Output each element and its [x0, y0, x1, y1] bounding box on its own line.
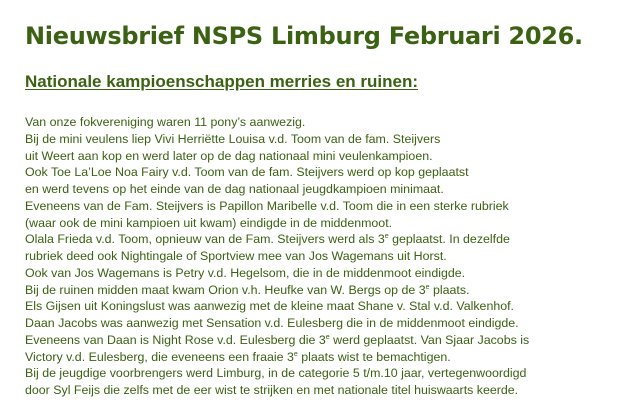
text-line-segment: geplaatst. In dezelfde: [388, 232, 510, 247]
text-line-segment: plaats wist te bemachtigen.: [297, 349, 451, 364]
text-line: [25, 298, 625, 315]
text-line-segment: door Syl Feijs die zelfs met de eer wist te strijken en met nationale titel huiswaarts keerde.: [25, 383, 519, 397]
text-line-segment: rubriek deed ook Nightingale of Sportview mee van Jos Wagemans uit Horst.: [25, 249, 447, 263]
text-line: [25, 114, 625, 131]
text-line: [25, 332, 625, 349]
newsletter-title: Nieuwsbrief NSPS Limburg Februari 2026.: [25, 22, 583, 50]
text-line: [25, 148, 625, 165]
text-line-segment: Eveneens van Daan is Night Rose v.d. Eulesberg die 3: [25, 332, 326, 347]
ordinal-superscript: e: [425, 283, 430, 291]
text-line: [25, 365, 625, 382]
text-line: [25, 315, 625, 332]
text-line: [25, 248, 625, 265]
text-line: [25, 164, 625, 181]
text-line: [25, 215, 625, 232]
text-line-segment: Bij de jeugdige voorbrengers werd Limburg, in de categorie 5 t/m.10 jaar, vertegenwoordigd: [25, 366, 527, 381]
text-line-segment: Daan Jacobs was aanwezig met Sensation v.d. Eulesberg die in de middenmoot eindigde.: [25, 316, 519, 330]
text-line: [25, 181, 625, 198]
text-line-segment: Victory v.d. Eulesberg, die eveneens een fraaie 3: [25, 349, 294, 364]
text-line: [25, 131, 625, 148]
text-line-segment: Van onze fokvereniging waren 11 pony’s aanwezig.: [25, 115, 306, 129]
section-heading: Nationale kampioenschappen merries en ruinen:: [25, 72, 419, 91]
text-line-segment: plaats.: [429, 282, 470, 297]
text-line-segment: Bij de mini veulens liep Vivi Herriëtte Louisa v.d. Toom van de fam. Steijvers: [25, 131, 441, 146]
text-line-segment: Ook Toe La’Loe Noa Fairy v.d. Toom van de fam. Steijvers werd op kop geplaatst: [25, 165, 469, 180]
text-line-segment: Olala Frieda v.d. Toom, opnieuw van de Fam. Steijvers werd als 3: [25, 232, 385, 247]
text-line: [25, 265, 625, 282]
text-line-segment: en werd tevens op het einde van de dag nationaal jeugdkampioen minimaat.: [25, 182, 444, 196]
text-line-segment: Ook van Jos Wagemans is Petry v.d. Hegelsom, die in de middenmoot eindigde.: [25, 265, 466, 280]
text-line: [25, 198, 625, 215]
ordinal-superscript: e: [325, 333, 330, 341]
text-line-segment: Els Gijsen uit Koningslust was aanwezig met de kleine maat Shane v. Stal v.d. Valkenhof.: [25, 299, 514, 314]
text-line: [25, 282, 625, 299]
text-line-segment: Bij de ruinen midden maat kwam Orion v.h. Heufke van W. Bergs op de 3: [25, 282, 426, 297]
text-line: [25, 231, 625, 248]
article-body: [25, 114, 625, 399]
text-line-segment: Eveneens van de Fam. Steijvers is Papillon Maribelle v.d. Toom die in een sterke rubriek: [25, 198, 509, 213]
ordinal-superscript: e: [293, 350, 298, 358]
text-line: [25, 349, 625, 366]
text-line-segment: (waar ook de mini kampioen uit kwam) eindigde in de middenmoot.: [25, 215, 393, 230]
ordinal-superscript: e: [384, 233, 389, 241]
text-line: [25, 382, 625, 399]
text-line-segment: uit Weert aan kop en werd later op de dag nationaal mini veulenkampioen.: [25, 148, 433, 163]
text-line-segment: werd geplaatst. Van Sjaar Jacobs is: [329, 332, 530, 347]
